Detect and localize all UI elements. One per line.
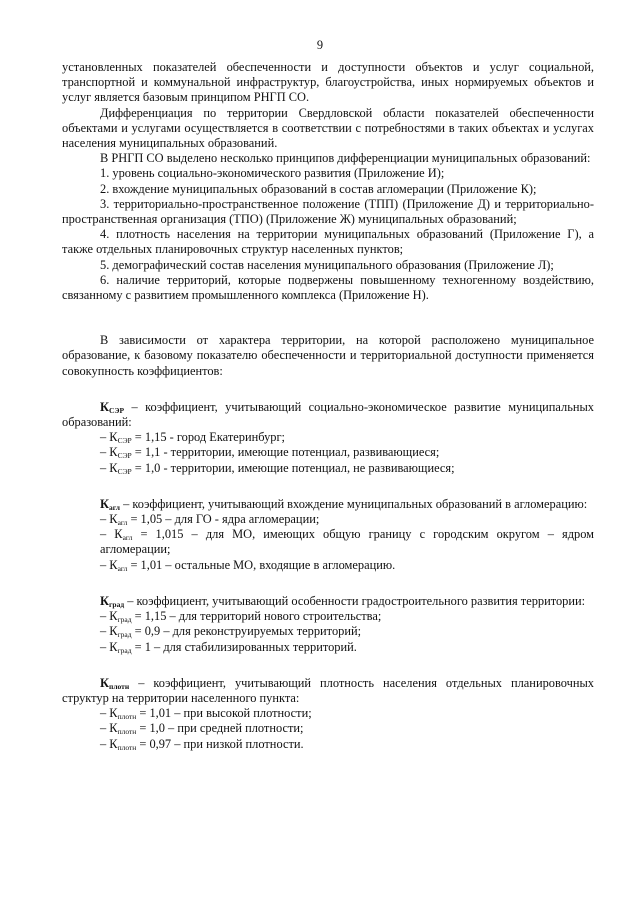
intro-paragraph-3: В РНГП СО выделено несколько принципов дифференциации муниципальных образований: — [100, 151, 591, 166]
coefficient-item: – $К_{СЭР} = 1,1$ - территории, имеющие потенциал, развивающиеся; — [100, 445, 440, 461]
principle-item: 2. вхождение муниципальных образований в состав агломерации (Приложение К); — [100, 181, 537, 196]
intro-paragraph-2: Дифференциация по территории Свердловской области показателей обеспеченности объектами и услугами осуществляется в соответствии с потребностями в таких объектах и услугах населения муниципальных образований. — [62, 105, 594, 151]
coefficient-item: – $К_{плотн} = 1,01$ – при высокой плотности; — [100, 706, 312, 722]
coefficient-definition: $К_{агл}$ – коэффициент, учитывающий вхождение муниципальных образований в агломерацию: — [100, 496, 588, 512]
coefficient-item: – $К_{агл} = 1,01$ – остальные МО, входящие в агломерацию. — [100, 557, 396, 573]
coefficient-definition: $К_{град}$ – коэффициент, учитывающий особенности градостроительного развития территории: — [100, 593, 586, 609]
coefficient-item: – $К_{плотн} = 1,0$ – при средней плотности; — [100, 721, 304, 737]
principle-item: 6. наличие территорий, которые подвержены повышенному техногенному воздействию, связанному с развитием промышленного комплекса (Приложение Н). — [62, 272, 594, 303]
coefficient-definition: $К_{СЭР}$ – коэффициент, учитывающий социально-экономическое развитие муниципальных образований: — [62, 399, 594, 430]
coefficient-item: – $К_{град} = 0,9$ – для реконструируемых территорий; — [100, 624, 362, 640]
coefficient-item: – $К_{СЭР} = 1,0$ - территории, имеющие потенциал, не развивающиеся; — [100, 460, 455, 476]
coefficient-item: – $К_{плотн} = 0,97$ – при низкой плотности. — [100, 736, 304, 752]
coefficient-definition: $К_{плотн}$ – коэффициент, учитывающий плотность населения отдельных планировочных структур на территории населенного пункта: — [62, 675, 594, 705]
intro-paragraph-1: установленных показателей обеспеченности и доступности объектов и услуг социальной, транспортной и коммунальной инфраструктур, благоустройства, иных нормируемых объектов и услуг является базовым принципом РНГП СО. — [62, 60, 594, 105]
coefficient-item: – $К_{град} = 1,15$ – для территорий нового строительства; — [100, 609, 382, 625]
principle-item: 5. демографический состав населения муниципального образования (Приложение Л); — [100, 257, 554, 272]
principle-item: 3. территориально-пространственное положение (ТПП) (Приложение Д) и территориально-пространственная организация (ТПО) (Приложение Ж) муниципальных образований; — [62, 196, 594, 227]
coefficient-item: – $К_{агл} = 1,05$ – для ГО - ядра агломерации; — [100, 512, 320, 528]
page-body — [62, 60, 594, 752]
coefficients-intro: В зависимости от характера территории, на которой расположено муниципальное образование, к базовому показателю обеспеченности и территориальной доступности применяется совокупность коэффициентов: — [62, 333, 594, 378]
coefficient-item: – $К_{град} = 1$ – для стабилизированных территорий. — [100, 639, 357, 655]
page-number: 9 — [316, 38, 324, 52]
principle-item: 4. плотность населения на территории муниципальных образований (Приложение Г), а также отдельных планировочных структур населенных пунктов; — [62, 227, 594, 257]
coefficient-item: – $К_{СЭР} = 1,15$ - город Екатеринбург; — [100, 430, 285, 446]
coefficient-item: – $К_{агл} = 1,015$ – для МО, имеющих общую границу с городским округом – ядром агломерации; — [100, 527, 595, 557]
principle-item: 1. уровень социально-экономического развития (Приложение И); — [100, 166, 445, 181]
